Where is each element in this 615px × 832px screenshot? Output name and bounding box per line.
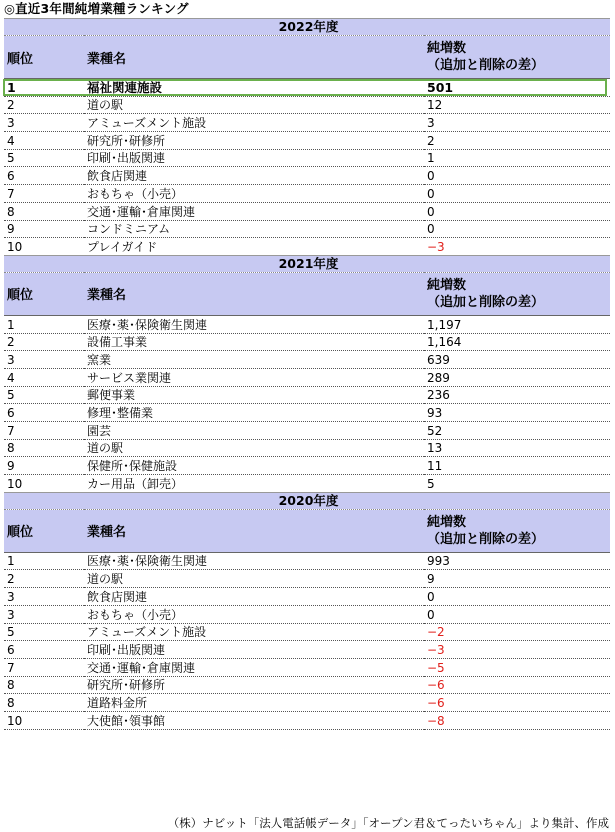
table-row xyxy=(4,457,610,475)
net-increase-cell: −6 xyxy=(424,694,610,712)
table-row xyxy=(4,711,610,729)
page-title: ◎直近3年間純増業種ランキング xyxy=(4,1,189,16)
net-increase-cell: 5 xyxy=(424,475,610,493)
rank-cell: 5 xyxy=(4,149,84,167)
industry-cell: 保健所･保健施設 xyxy=(84,457,424,475)
industry-cell: 道の駅 xyxy=(84,96,424,114)
table-row xyxy=(4,694,610,712)
industry-cell: カー用品（卸売） xyxy=(84,475,424,493)
table-row xyxy=(4,588,610,606)
net-increase-cell: 0 xyxy=(424,220,610,238)
net-increase-header-line2: （追加と削除の差） xyxy=(427,531,545,547)
table-row xyxy=(4,439,610,457)
net-increase-cell: 1 xyxy=(424,149,610,167)
net-increase-cell: 3 xyxy=(424,114,610,132)
column-header-row xyxy=(4,509,610,552)
rank-cell: 2 xyxy=(4,333,84,351)
rank-cell: 3 xyxy=(4,114,84,132)
column-header-row xyxy=(4,272,610,315)
net-increase-cell: −2 xyxy=(424,623,610,641)
industry-cell: 研究所･研修所 xyxy=(84,676,424,694)
net-increase-cell: 0 xyxy=(424,588,610,606)
table-row xyxy=(4,149,610,167)
industry-cell: コンドミニアム xyxy=(84,220,424,238)
rank-cell: 4 xyxy=(4,132,84,150)
industry-cell: おもちゃ（小売） xyxy=(84,185,424,203)
rank-cell: 2 xyxy=(4,96,84,114)
table-row xyxy=(4,333,610,351)
net-increase-cell: −3 xyxy=(424,641,610,659)
table-row xyxy=(4,658,610,676)
net-increase-cell: 1,164 xyxy=(424,333,610,351)
net-increase-cell: 0 xyxy=(424,167,610,185)
net-increase-header xyxy=(424,509,610,552)
rank-cell: 7 xyxy=(4,422,84,440)
industry-cell: 設備工事業 xyxy=(84,333,424,351)
table-row xyxy=(4,623,610,641)
rank-cell: 8 xyxy=(4,439,84,457)
rank-cell: 1 xyxy=(4,552,84,570)
industry-cell: アミューズメント施設 xyxy=(84,623,424,641)
rank-cell: 6 xyxy=(4,641,84,659)
rank-cell: 8 xyxy=(4,676,84,694)
net-increase-cell: 639 xyxy=(424,351,610,369)
table-row xyxy=(4,386,610,404)
net-increase-cell: 236 xyxy=(424,386,610,404)
industry-cell: アミューズメント施設 xyxy=(84,114,424,132)
net-increase-cell: 12 xyxy=(424,96,610,114)
rank-cell: 10 xyxy=(4,475,84,493)
table-row xyxy=(4,422,610,440)
rank-cell: 4 xyxy=(4,368,84,386)
rank-cell: 2 xyxy=(4,570,84,588)
rank-cell: 7 xyxy=(4,185,84,203)
industry-cell: 交通･運輸･倉庫関連 xyxy=(84,202,424,220)
year-label: 2022年度 xyxy=(4,19,610,36)
rank-cell: 5 xyxy=(4,623,84,641)
industry-cell: 園芸 xyxy=(84,422,424,440)
rank-cell: 9 xyxy=(4,457,84,475)
rank-cell: 6 xyxy=(4,167,84,185)
industry-cell: 交通･運輸･倉庫関連 xyxy=(84,658,424,676)
rank-cell: 3 xyxy=(4,588,84,606)
industry-cell: 大使館･領事館 xyxy=(84,711,424,729)
net-increase-cell: 0 xyxy=(424,202,610,220)
rank-header: 順位 xyxy=(4,272,84,315)
table-row xyxy=(4,167,610,185)
year-header-row xyxy=(4,255,610,272)
table-row xyxy=(4,220,610,238)
source-note: （株）ナビット「法人電話帳データ」「オープン君＆てったいちゃん」より集計、作成 xyxy=(167,816,609,830)
industry-cell: 医療･薬･保険衛生関連 xyxy=(84,315,424,333)
rank-cell: 7 xyxy=(4,658,84,676)
table-row xyxy=(4,676,610,694)
table-row xyxy=(4,475,610,493)
year-header-row xyxy=(4,19,610,36)
rank-cell: 10 xyxy=(4,238,84,256)
year-header-row xyxy=(4,492,610,509)
table-row xyxy=(4,552,610,570)
table-row xyxy=(4,368,610,386)
net-increase-cell: 93 xyxy=(424,404,610,422)
net-increase-header-line1: 純増数 xyxy=(427,514,467,530)
net-increase-cell: 52 xyxy=(424,422,610,440)
net-increase-header xyxy=(424,36,610,79)
rank-cell: 1 xyxy=(4,315,84,333)
column-header-row xyxy=(4,36,610,79)
table-row xyxy=(4,641,610,659)
rank-cell: 8 xyxy=(4,202,84,220)
industry-cell: 道の駅 xyxy=(84,439,424,457)
net-increase-cell: 0 xyxy=(424,605,610,623)
table-row xyxy=(4,570,610,588)
net-increase-cell: −3 xyxy=(424,238,610,256)
rank-cell: 1 xyxy=(4,79,84,97)
industry-cell: 印刷･出版関連 xyxy=(84,149,424,167)
net-increase-header-line2: （追加と削除の差） xyxy=(427,294,545,310)
net-increase-cell: 993 xyxy=(424,552,610,570)
industry-cell: おもちゃ（小売） xyxy=(84,605,424,623)
table-row xyxy=(4,605,610,623)
industry-cell: 窯業 xyxy=(84,351,424,369)
rank-cell: 10 xyxy=(4,711,84,729)
table-row xyxy=(4,114,610,132)
industry-cell: 福祉関連施設 xyxy=(84,79,424,97)
table-row xyxy=(4,202,610,220)
net-increase-cell: 1,197 xyxy=(424,315,610,333)
table-row xyxy=(4,404,610,422)
net-increase-cell: 13 xyxy=(424,439,610,457)
industry-header: 業種名 xyxy=(84,509,424,552)
table-row xyxy=(4,96,610,114)
net-increase-cell: −5 xyxy=(424,658,610,676)
net-increase-cell: −6 xyxy=(424,676,610,694)
industry-cell: 飲食店関連 xyxy=(84,588,424,606)
net-increase-cell: −8 xyxy=(424,711,610,729)
table-row xyxy=(4,185,610,203)
net-increase-header xyxy=(424,272,610,315)
industry-cell: プレイガイド xyxy=(84,238,424,256)
industry-cell: 修理･整備業 xyxy=(84,404,424,422)
net-increase-cell: 289 xyxy=(424,368,610,386)
year-label: 2021年度 xyxy=(4,255,610,272)
rank-cell: 3 xyxy=(4,351,84,369)
table-row xyxy=(4,79,610,97)
industry-cell: 飲食店関連 xyxy=(84,167,424,185)
year-label: 2020年度 xyxy=(4,492,610,509)
net-increase-header-line1: 純増数 xyxy=(427,41,467,56)
table-row xyxy=(4,238,610,256)
industry-cell: 医療･薬･保険衛生関連 xyxy=(84,552,424,570)
net-increase-cell: 501 xyxy=(424,79,610,97)
rank-cell: 8 xyxy=(4,694,84,712)
net-increase-cell: 11 xyxy=(424,457,610,475)
industry-cell: 道の駅 xyxy=(84,570,424,588)
rank-cell: 5 xyxy=(4,386,84,404)
net-increase-header-line2: （追加と削除の差） xyxy=(427,58,545,73)
industry-header: 業種名 xyxy=(84,272,424,315)
table-row xyxy=(4,132,610,150)
net-increase-cell: 9 xyxy=(424,570,610,588)
net-increase-cell: 2 xyxy=(424,132,610,150)
industry-cell: 郵便事業 xyxy=(84,386,424,404)
industry-cell: 研究所･研修所 xyxy=(84,132,424,150)
rank-cell: 9 xyxy=(4,220,84,238)
rank-cell: 6 xyxy=(4,404,84,422)
rank-cell: 3 xyxy=(4,605,84,623)
net-increase-cell: 0 xyxy=(424,185,610,203)
rank-header: 順位 xyxy=(4,36,84,79)
table-row xyxy=(4,315,610,333)
industry-header: 業種名 xyxy=(84,36,424,79)
table-row xyxy=(4,351,610,369)
industry-cell: 印刷･出版関連 xyxy=(84,641,424,659)
industry-cell: サービス業関連 xyxy=(84,368,424,386)
net-increase-header-line1: 純増数 xyxy=(427,277,467,293)
industry-cell: 道路料金所 xyxy=(84,694,424,712)
ranking-table xyxy=(4,18,610,730)
rank-header: 順位 xyxy=(4,509,84,552)
